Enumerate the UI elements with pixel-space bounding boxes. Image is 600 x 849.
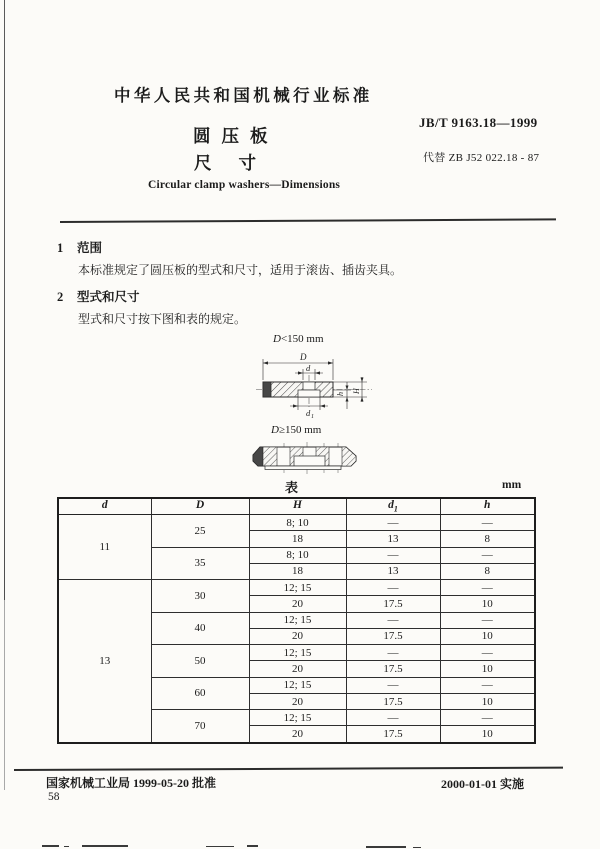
figure-1-cross-section-drawing	[250, 349, 375, 419]
cell-d1: 13	[346, 563, 440, 579]
cell-h: 10	[440, 726, 535, 743]
title-english: Circular clamp washers—Dimensions	[148, 179, 341, 191]
cell-H: 20	[249, 726, 346, 743]
cell-h: 10	[440, 628, 535, 644]
scan-edge-left-2	[4, 330, 5, 600]
cell-D: 70	[151, 710, 249, 743]
cell-d1: —	[346, 580, 440, 596]
section-2-title: 型式和尺寸	[77, 290, 140, 304]
figure-1-label-rest: <150 mm	[280, 333, 324, 345]
scan-artifact	[82, 845, 128, 847]
cell-D: 30	[151, 580, 249, 613]
cell-H: 12; 15	[249, 645, 346, 661]
bottom-lip	[265, 466, 341, 470]
bore-hole	[303, 382, 315, 390]
scan-edge-left	[4, 0, 5, 330]
col-header-h: h	[440, 498, 535, 515]
cell-H: 18	[249, 563, 346, 579]
cell-d1: —	[346, 710, 440, 726]
cell-d: 13	[58, 580, 151, 743]
cell-d1: 17.5	[346, 726, 440, 743]
table-row	[58, 515, 535, 531]
cell-h: —	[440, 515, 535, 531]
cell-d1: 17.5	[346, 661, 440, 677]
cell-d1: 17.5	[346, 693, 440, 709]
cell-H: 8; 10	[249, 515, 346, 531]
section-1-heading	[57, 238, 102, 256]
cell-d1: —	[346, 677, 440, 693]
cell-D: 60	[151, 677, 249, 710]
hatch-section-4	[342, 447, 356, 466]
scan-artifact	[413, 847, 421, 848]
cell-d1: 17.5	[346, 628, 440, 644]
scan-artifact	[247, 845, 258, 847]
figure-2-label-rest: ≥150 mm	[278, 424, 322, 436]
section-1-number: 1	[57, 241, 64, 255]
figure-1-label	[273, 333, 324, 345]
cell-H: 20	[249, 661, 346, 677]
cell-d1: 17.5	[346, 596, 440, 612]
effective-word: 实施	[500, 777, 525, 791]
scan-artifact	[206, 846, 234, 847]
header-rule	[60, 218, 556, 223]
cell-H: 20	[249, 628, 346, 644]
cell-h: 10	[440, 661, 535, 677]
dim-label-d1: d	[306, 408, 311, 418]
cell-h: 10	[440, 693, 535, 709]
cell-h: —	[440, 710, 535, 726]
section-2-body: 型式和尺寸按下图和表的规定。	[78, 312, 247, 326]
counterbore	[298, 390, 320, 397]
col-header-d1: $d_1$	[346, 498, 440, 515]
standard-number: JB/T 9163.18—1999	[419, 115, 538, 130]
scan-artifact	[42, 845, 59, 847]
section-2-number: 2	[57, 290, 64, 304]
figure-2-cross-section-drawing	[250, 441, 360, 475]
approve-agency: 国家机械工业局	[46, 776, 131, 790]
scan-artifact	[64, 846, 69, 847]
section-1-title: 范围	[77, 241, 103, 255]
supersedes-note: 代替 ZB J52 022.18 - 87	[423, 152, 540, 164]
cell-H: 12; 15	[249, 677, 346, 693]
hatch-section-1	[263, 447, 277, 466]
figure-2-label-variable: D	[271, 424, 279, 436]
cell-D: 35	[151, 547, 249, 580]
page-number: 58	[48, 791, 60, 803]
cell-h: —	[440, 580, 535, 596]
cell-h: —	[440, 612, 535, 628]
footer-approval-line	[46, 774, 216, 791]
cell-d: 11	[58, 515, 151, 580]
figure-1-label-variable: D	[273, 333, 281, 345]
table-row	[58, 580, 535, 596]
title-chinese-line1: 圆压板	[193, 126, 279, 146]
cell-d1: 13	[346, 531, 440, 547]
table-caption: 表	[285, 480, 299, 495]
cell-H: 18	[249, 531, 346, 547]
section-2-heading	[57, 287, 140, 305]
dimensions-table	[57, 497, 536, 744]
cell-H: 12; 15	[249, 612, 346, 628]
cell-H: 20	[249, 693, 346, 709]
col-header-D: D	[151, 498, 249, 515]
dim-label-d1-sub: 1	[311, 414, 314, 419]
cell-h: —	[440, 645, 535, 661]
col-header-d: d	[58, 498, 151, 515]
cell-h: —	[440, 547, 535, 563]
cell-D: 40	[151, 612, 249, 645]
table-unit: mm	[502, 479, 522, 491]
figure-2-label	[271, 424, 321, 436]
footer-rule	[14, 767, 563, 771]
washer-end-section	[263, 382, 271, 397]
cell-d1: —	[346, 547, 440, 563]
authority-line: 中华人民共和国机械行业标准	[114, 86, 373, 105]
cell-H: 8; 10	[249, 547, 346, 563]
dim-label-d: d	[306, 363, 311, 373]
cell-h: 8	[440, 531, 535, 547]
approve-word: 批准	[192, 776, 217, 790]
effective-date: 2000-01-01	[441, 777, 497, 791]
scan-edge-left-3	[4, 600, 5, 790]
section-1-body: 本标准规定了圆压板的型式和尺寸，适用于滚齿、插齿夹具。	[78, 263, 403, 277]
cell-H: 20	[249, 596, 346, 612]
cell-d1: —	[346, 645, 440, 661]
scan-artifact	[366, 846, 406, 848]
cell-H: 12; 15	[249, 580, 346, 596]
dim-label-D: D	[300, 352, 307, 362]
cell-d1: —	[346, 515, 440, 531]
cell-h: 10	[440, 596, 535, 612]
cell-D: 50	[151, 645, 249, 678]
cell-h: 8	[440, 563, 535, 579]
col-header-H: H	[249, 498, 346, 515]
approve-date: 1999-05-20	[133, 776, 190, 790]
cell-D: 25	[151, 515, 249, 548]
cell-d1: —	[346, 612, 440, 628]
center-recess	[294, 456, 325, 466]
dim-label-h: h	[336, 392, 345, 396]
dim-label-H: H	[352, 388, 361, 394]
title-chinese-line2: 尺寸	[194, 153, 283, 173]
cell-H: 12; 15	[249, 710, 346, 726]
footer-effective-line	[441, 775, 524, 792]
cell-h: —	[440, 677, 535, 693]
table-header-row	[58, 498, 535, 515]
